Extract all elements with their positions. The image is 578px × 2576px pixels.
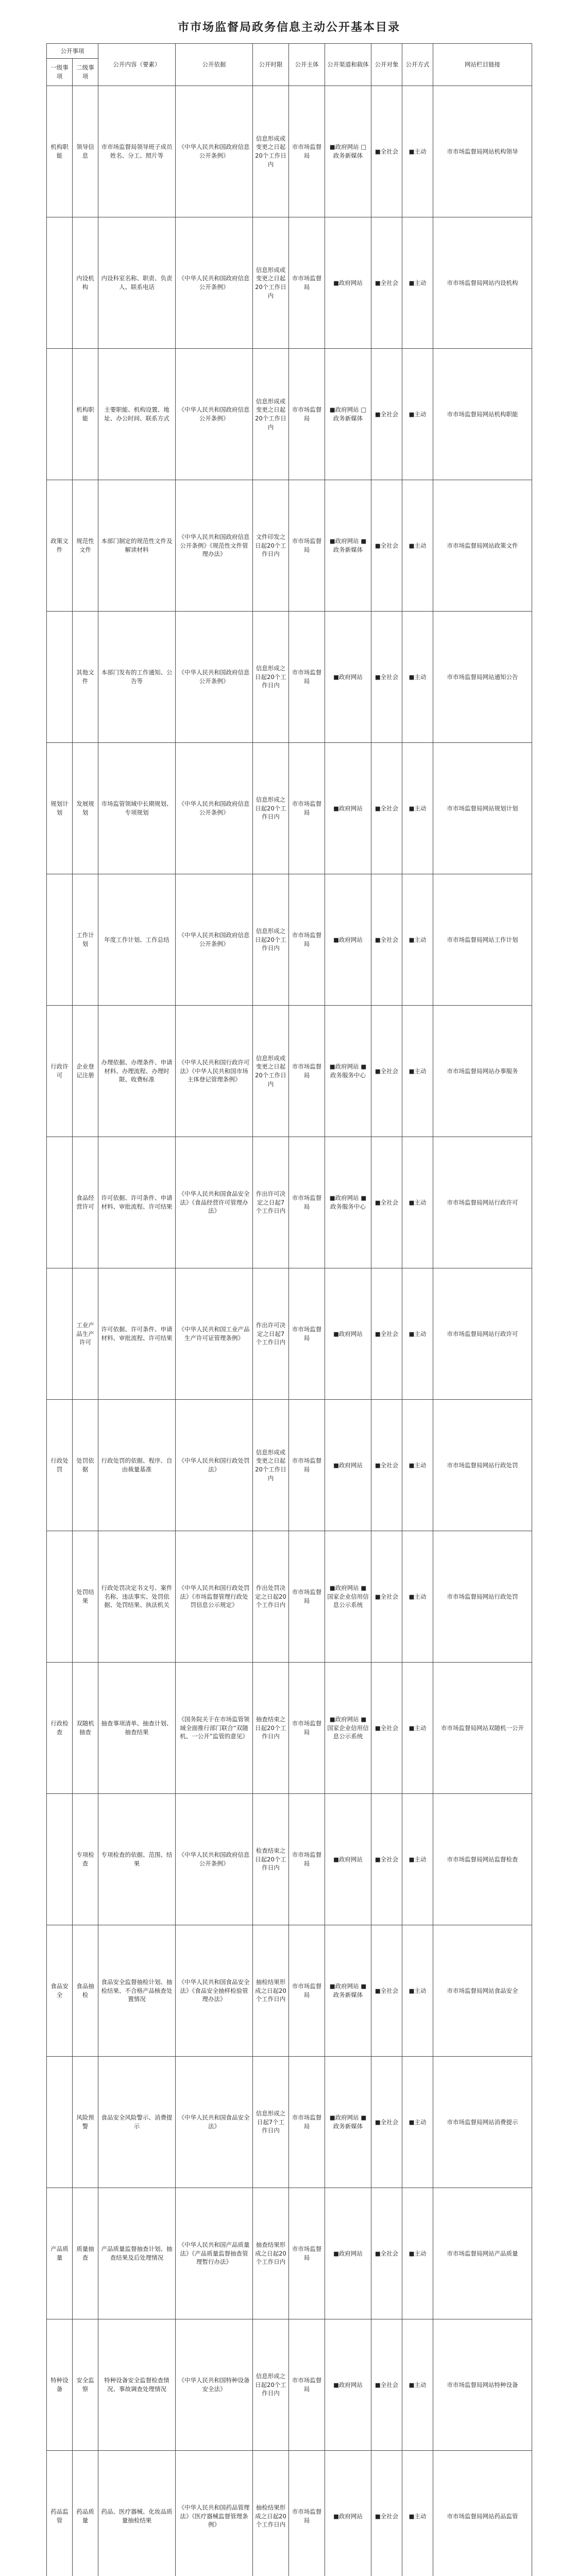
time-cell: 抽检结果形成之日起20个工作日内 [253, 2451, 289, 2576]
catalog-body [47, 86, 532, 2576]
header-category: 公开事项 [47, 44, 98, 59]
level2-cell: 其他文件 [73, 612, 98, 743]
basis-cell: 《中华人民共和国食品安全法》 [176, 2057, 253, 2188]
level1-cell [47, 612, 73, 743]
basis-cell: 《中华人民共和国政府信息公开条例》《规范性文件管理办法》 [176, 480, 253, 612]
scope-cell: ■全社会 [371, 874, 402, 1006]
method-cell: ■主动 [402, 1268, 433, 1400]
content-cell: 产品质量监督抽查计划、抽查结果及后处理情况 [98, 2188, 176, 2319]
level1-cell: 食品安全 [47, 1925, 73, 2057]
link-cell: 市市场监督局网站行政处罚 [433, 1400, 532, 1531]
table-row [47, 1531, 532, 1663]
subject-cell: 市市场监督局 [289, 349, 325, 480]
level1-cell [47, 349, 73, 480]
method-cell: ■主动 [402, 480, 433, 612]
basis-cell: 《中华人民共和国药品管理法》《医疗器械监督管理条例》 [176, 2451, 253, 2576]
link-cell: 市市场监督局网站药品监管 [433, 2451, 532, 2576]
time-cell: 抽查结束之日起20个工作日内 [253, 1663, 289, 1794]
level1-cell [47, 217, 73, 349]
table-row [47, 2319, 532, 2451]
header-basis: 公开依据 [176, 44, 253, 86]
method-cell: ■主动 [402, 2188, 433, 2319]
table-row [47, 1663, 532, 1794]
subject-cell: 市市场监督局 [289, 1531, 325, 1663]
content-cell: 药品、医疗器械、化妆品质量抽检结果 [98, 2451, 176, 2576]
level2-cell: 处罚结果 [73, 1531, 98, 1663]
level1-cell [47, 1794, 73, 1925]
table-row [47, 217, 532, 349]
scope-cell: ■全社会 [371, 2319, 402, 2451]
scope-cell: ■全社会 [371, 1663, 402, 1794]
content-cell: 市市场监督局领导班子成员姓名、分工、照片等 [98, 86, 176, 217]
method-cell: ■主动 [402, 2057, 433, 2188]
link-cell: 市市场监督局网站办事服务 [433, 1006, 532, 1137]
header-level2: 二级事项 [73, 59, 98, 86]
level1-cell: 药品监管 [47, 2451, 73, 2576]
level2-cell: 药品质量 [73, 2451, 98, 2576]
level1-cell [47, 874, 73, 1006]
channel-cell: ■政府网站 [325, 743, 371, 874]
table-row [47, 2057, 532, 2188]
method-cell: ■主动 [402, 2319, 433, 2451]
channel-cell: ■政府网站 ■国家企业信用信息公示系统 [325, 1531, 371, 1663]
basis-cell: 《中华人民共和国政府信息公开条例》 [176, 874, 253, 1006]
link-cell: 市市场监督局网站规划计划 [433, 743, 532, 874]
link-cell: 市市场监督局网站内设机构 [433, 217, 532, 349]
level2-cell: 质量抽查 [73, 2188, 98, 2319]
time-cell: 信息形成之日起7个工作日内 [253, 2057, 289, 2188]
table-row [47, 1006, 532, 1137]
scope-cell: ■全社会 [371, 1794, 402, 1925]
channel-cell: ■政府网站 ■国家企业信用信息公示系统 [325, 1663, 371, 1794]
content-cell: 许可依据、许可条件、申请材料、审批流程、许可结果 [98, 1137, 176, 1268]
basis-cell: 《中华人民共和国特种设备安全法》 [176, 2319, 253, 2451]
level1-cell: 行政检查 [47, 1663, 73, 1794]
scope-cell: ■全社会 [371, 612, 402, 743]
level2-cell: 双随机抽查 [73, 1663, 98, 1794]
basis-cell: 《中华人民共和国政府信息公开条例》 [176, 612, 253, 743]
time-cell: 检查结束之日起20个工作日内 [253, 1794, 289, 1925]
channel-cell: ■政府网站 ■政务新媒体 [325, 480, 371, 612]
level2-cell: 安全监察 [73, 2319, 98, 2451]
method-cell: ■主动 [402, 217, 433, 349]
scope-cell: ■全社会 [371, 2057, 402, 2188]
scope-cell: ■全社会 [371, 1137, 402, 1268]
table-row [47, 1400, 532, 1531]
table-row [47, 1268, 532, 1400]
content-cell: 食品安全监督抽检计划、抽检结果、不合格产品核查处置情况 [98, 1925, 176, 2057]
time-cell: 文件印发之日起20个工作日内 [253, 480, 289, 612]
basis-cell: 《中华人民共和国政府信息公开条例》 [176, 217, 253, 349]
document-title: 市市场监督局政务信息主动公开基本目录 [177, 21, 400, 34]
method-cell: ■主动 [402, 86, 433, 217]
basis-cell: 《中华人民共和国行政处罚法》《市场监督管理行政处罚信息公示规定》 [176, 1531, 253, 1663]
level2-cell: 机构职能 [73, 349, 98, 480]
subject-cell: 市市场监督局 [289, 874, 325, 1006]
subject-cell: 市市场监督局 [289, 743, 325, 874]
subject-cell: 市市场监督局 [289, 1663, 325, 1794]
time-cell: 信息形成或变更之日起20个工作日内 [253, 217, 289, 349]
header-row [47, 44, 532, 59]
level1-cell: 产品质量 [47, 2188, 73, 2319]
scope-cell: ■全社会 [371, 743, 402, 874]
scope-cell: ■全社会 [371, 1006, 402, 1137]
time-cell: 作出处罚决定之日起20个工作日内 [253, 1531, 289, 1663]
link-cell: 市市场监督局网站机构领导 [433, 86, 532, 217]
method-cell: ■主动 [402, 612, 433, 743]
level2-cell: 规范性文件 [73, 480, 98, 612]
content-cell: 专项检查的依据、范围、结果 [98, 1794, 176, 1925]
method-cell: ■主动 [402, 2451, 433, 2576]
content-cell: 特种设备安全监督检查情况、事故调查处理情况 [98, 2319, 176, 2451]
time-cell: 抽查结果形成之日起20个工作日内 [253, 2188, 289, 2319]
basis-cell: 《中华人民共和国政府信息公开条例》 [176, 1794, 253, 1925]
table-row [47, 480, 532, 612]
channel-cell: ■政府网站 ■政务服务中心 [325, 1006, 371, 1137]
scope-cell: ■全社会 [371, 1925, 402, 2057]
subject-cell: 市市场监督局 [289, 1794, 325, 1925]
link-cell: 市市场监督局网站产品质量 [433, 2188, 532, 2319]
method-cell: ■主动 [402, 1794, 433, 1925]
level1-cell [47, 1137, 73, 1268]
method-cell: ■主动 [402, 1531, 433, 1663]
channel-cell: ■政府网站 ■政务新媒体 [325, 2057, 371, 2188]
channel-cell: ■政府网站 [325, 874, 371, 1006]
table-row [47, 874, 532, 1006]
header-level1: 一级事项 [47, 59, 73, 86]
method-cell: ■主动 [402, 349, 433, 480]
subject-cell: 市市场监督局 [289, 612, 325, 743]
method-cell: ■主动 [402, 1925, 433, 2057]
link-cell: 市市场监督局网站政策文件 [433, 480, 532, 612]
header-subject: 公开主体 [289, 44, 325, 86]
level2-cell: 专项检查 [73, 1794, 98, 1925]
level2-cell: 内设机构 [73, 217, 98, 349]
level2-cell: 工作计划 [73, 874, 98, 1006]
level1-cell: 行政处罚 [47, 1400, 73, 1531]
level2-cell: 处罚依据 [73, 1400, 98, 1531]
basis-cell: 《中华人民共和国产品质量法》《产品质量监督抽查管理暂行办法》 [176, 2188, 253, 2319]
link-cell: 市市场监督局网站工作计划 [433, 874, 532, 1006]
channel-cell: ■政府网站 □政务新媒体 [325, 86, 371, 217]
channel-cell: ■政府网站 [325, 1794, 371, 1925]
level2-cell: 企业登记注册 [73, 1006, 98, 1137]
table-row [47, 2451, 532, 2576]
time-cell: 信息形成或变更之日起20个工作日内 [253, 86, 289, 217]
level1-cell: 行政许可 [47, 1006, 73, 1137]
scope-cell: ■全社会 [371, 1531, 402, 1663]
method-cell: ■主动 [402, 1663, 433, 1794]
basis-cell: 《中华人民共和国食品安全法》《食品经营许可管理办法》 [176, 1137, 253, 1268]
channel-cell: ■政府网站 [325, 2319, 371, 2451]
time-cell: 信息形成或变更之日起20个工作日内 [253, 349, 289, 480]
link-cell: 市市场监督局网站食品安全 [433, 1925, 532, 2057]
table-row [47, 612, 532, 743]
channel-cell: ■政府网站 [325, 1268, 371, 1400]
basis-cell: 《中华人民共和国政府信息公开条例》 [176, 349, 253, 480]
scope-cell: ■全社会 [371, 2451, 402, 2576]
level1-cell: 政策文件 [47, 480, 73, 612]
subject-cell: 市市场监督局 [289, 2188, 325, 2319]
subject-cell: 市市场监督局 [289, 1268, 325, 1400]
channel-cell: ■政府网站 [325, 2451, 371, 2576]
content-cell: 主要职能、机构设置、地址、办公时间、联系方式 [98, 349, 176, 480]
content-cell: 行政处罚决定书文号、案件名称、违法事实、处罚依据、处罚结果、执法机关 [98, 1531, 176, 1663]
level1-cell [47, 1531, 73, 1663]
content-cell: 本部门发布的工作通知、公告等 [98, 612, 176, 743]
method-cell: ■主动 [402, 874, 433, 1006]
time-cell: 作出许可决定之日起7个工作日内 [253, 1137, 289, 1268]
content-cell: 市场监管领域中长期规划、专项规划 [98, 743, 176, 874]
channel-cell: ■政府网站 [325, 612, 371, 743]
level1-cell [47, 2057, 73, 2188]
content-cell: 年度工作计划、工作总结 [98, 874, 176, 1006]
channel-cell: ■政府网站 [325, 217, 371, 349]
content-cell: 许可依据、许可条件、申请材料、审批流程、许可结果 [98, 1268, 176, 1400]
level2-cell: 领导信息 [73, 86, 98, 217]
link-cell: 市市场监督局网站特种设备 [433, 2319, 532, 2451]
link-cell: 市市场监督局网站双随机一公开 [433, 1663, 532, 1794]
subject-cell: 市市场监督局 [289, 2451, 325, 2576]
scope-cell: ■全社会 [371, 2188, 402, 2319]
scope-cell: ■全社会 [371, 480, 402, 612]
time-cell: 信息形成之日起20个工作日内 [253, 612, 289, 743]
subject-cell: 市市场监督局 [289, 1925, 325, 2057]
time-cell: 信息形成之日起20个工作日内 [253, 2319, 289, 2451]
scope-cell: ■全社会 [371, 349, 402, 480]
content-cell: 抽查事项清单、抽查计划、抽查结果 [98, 1663, 176, 1794]
link-cell: 市市场监督局网站通知公告 [433, 612, 532, 743]
scope-cell: ■全社会 [371, 86, 402, 217]
subject-cell: 市市场监督局 [289, 86, 325, 217]
basis-cell: 《中华人民共和国政府信息公开条例》 [176, 743, 253, 874]
table-row [47, 2188, 532, 2319]
level1-cell [47, 1268, 73, 1400]
link-cell: 市市场监督局网站监督检查 [433, 1794, 532, 1925]
content-cell: 办理依据、办理条件、申请材料、办理流程、办理时限、收费标准 [98, 1006, 176, 1137]
table-row [47, 349, 532, 480]
subject-cell: 市市场监督局 [289, 480, 325, 612]
method-cell: ■主动 [402, 743, 433, 874]
level1-cell: 机构职能 [47, 86, 73, 217]
content-cell: 内设科室名称、职责、负责人、联系电话 [98, 217, 176, 349]
link-cell: 市市场监督局网站行政许可 [433, 1137, 532, 1268]
level2-cell: 风险预警 [73, 2057, 98, 2188]
subject-cell: 市市场监督局 [289, 2057, 325, 2188]
scope-cell: ■全社会 [371, 1268, 402, 1400]
time-cell: 信息形成或变更之日起20个工作日内 [253, 1400, 289, 1531]
channel-cell: ■政府网站 □政务新媒体 [325, 349, 371, 480]
time-cell: 抽检结果形成之日起20个工作日内 [253, 1925, 289, 2057]
link-cell: 市市场监督局网站行政处罚 [433, 1531, 532, 1663]
basis-cell: 《中华人民共和国政府信息公开条例》 [176, 86, 253, 217]
channel-cell: ■政府网站 [325, 2188, 371, 2319]
header-content: 公开内容（要素） [98, 44, 176, 86]
basis-cell: 《中华人民共和国行政处罚法》 [176, 1400, 253, 1531]
channel-cell: ■政府网站 [325, 1400, 371, 1531]
method-cell: ■主动 [402, 1137, 433, 1268]
link-cell: 市市场监督局网站机构职能 [433, 349, 532, 480]
header-scope: 公开对象 [371, 44, 402, 86]
scope-cell: ■全社会 [371, 217, 402, 349]
level2-cell: 食品经营许可 [73, 1137, 98, 1268]
scope-cell: ■全社会 [371, 1400, 402, 1531]
table-row [47, 1925, 532, 2057]
time-cell: 信息形成或变更之日起20个工作日内 [253, 1006, 289, 1137]
header-channel: 公开渠道和载体 [325, 44, 371, 86]
header-link: 网站栏目链接 [433, 44, 532, 86]
channel-cell: ■政府网站 ■政务新媒体 [325, 1925, 371, 2057]
time-cell: 信息形成之日起20个工作日内 [253, 874, 289, 1006]
table-row [47, 86, 532, 217]
content-cell: 行政处罚的依据、程序、自由裁量基准 [98, 1400, 176, 1531]
time-cell: 信息形成之日起20个工作日内 [253, 743, 289, 874]
link-cell: 市市场监督局网站行政许可 [433, 1268, 532, 1400]
subject-cell: 市市场监督局 [289, 217, 325, 349]
level1-cell: 特种设备 [47, 2319, 73, 2451]
basis-cell: 《中华人民共和国工业产品生产许可证管理条例》 [176, 1268, 253, 1400]
basis-cell: 《中华人民共和国食品安全法》《食品安全抽样检验管理办法》 [176, 1925, 253, 2057]
subject-cell: 市市场监督局 [289, 1400, 325, 1531]
content-cell: 食品安全风险警示、消费提示 [98, 2057, 176, 2188]
level2-cell: 工业产品生产许可 [73, 1268, 98, 1400]
catalog-table [46, 43, 532, 2576]
header-method: 公开方式 [402, 44, 433, 86]
method-cell: ■主动 [402, 1006, 433, 1137]
table-row [47, 743, 532, 874]
subject-cell: 市市场监督局 [289, 2319, 325, 2451]
time-cell: 作出许可决定之日起7个工作日内 [253, 1268, 289, 1400]
header-time: 公开时限 [253, 44, 289, 86]
level2-cell: 食品抽检 [73, 1925, 98, 2057]
table-row [47, 1137, 532, 1268]
level2-cell: 发展规划 [73, 743, 98, 874]
subject-cell: 市市场监督局 [289, 1137, 325, 1268]
link-cell: 市市场监督局网站消费提示 [433, 2057, 532, 2188]
level1-cell: 规划计划 [47, 743, 73, 874]
table-row [47, 1794, 532, 1925]
channel-cell: ■政府网站 ■政务服务中心 [325, 1137, 371, 1268]
content-cell: 本部门制定的规范性文件及解读材料 [98, 480, 176, 612]
basis-cell: 《中华人民共和国行政许可法》《中华人民共和国市场主体登记管理条例》 [176, 1006, 253, 1137]
subject-cell: 市市场监督局 [289, 1006, 325, 1137]
method-cell: ■主动 [402, 1400, 433, 1531]
basis-cell: 《国务院关于在市场监管领域全面推行部门联合“双随机、一公开”监管的意见》 [176, 1663, 253, 1794]
